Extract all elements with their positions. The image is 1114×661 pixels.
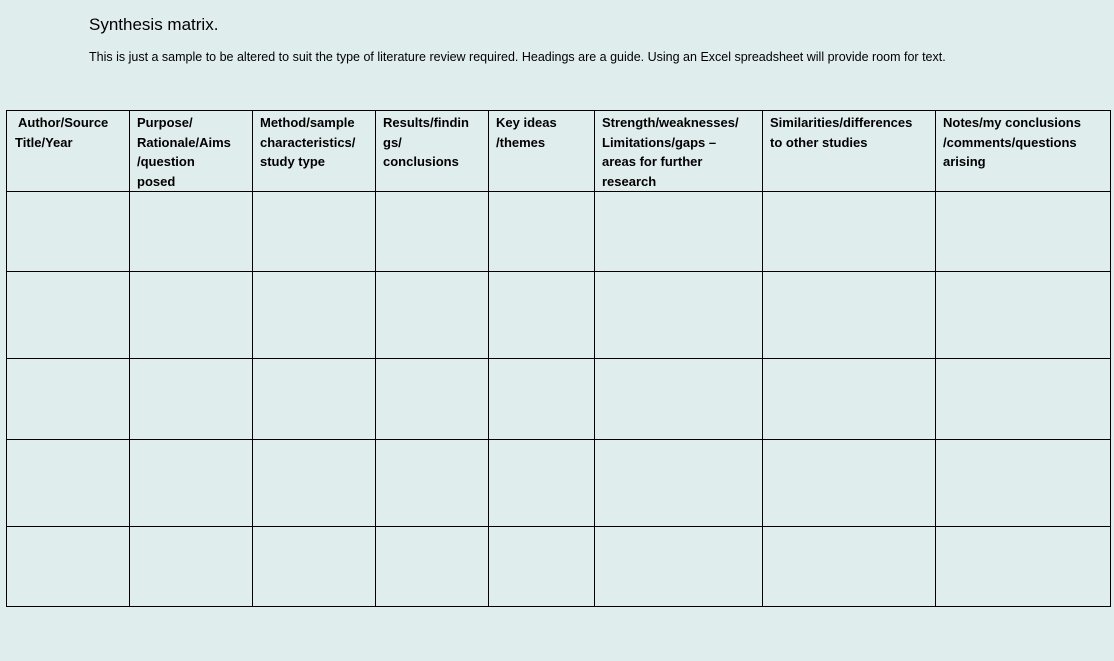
header-notes: Notes/my conclusions /comments/questions arising — [936, 111, 1111, 192]
table-row — [7, 359, 1111, 440]
table-cell[interactable] — [376, 359, 489, 440]
table-cell[interactable] — [130, 440, 253, 527]
table-cell[interactable] — [130, 359, 253, 440]
table-cell[interactable] — [936, 192, 1111, 272]
table-cell[interactable] — [130, 192, 253, 272]
table-cell[interactable] — [595, 359, 763, 440]
table-row — [7, 192, 1111, 272]
table-cell[interactable] — [936, 272, 1111, 359]
table-row — [7, 527, 1111, 607]
header-similarities: Similarities/differences to other studies — [763, 111, 936, 192]
header-method: Method/sample characteristics/ study type — [253, 111, 376, 192]
table-cell[interactable] — [130, 527, 253, 607]
table-cell[interactable] — [7, 272, 130, 359]
table-cell[interactable] — [595, 192, 763, 272]
table-cell[interactable] — [595, 527, 763, 607]
table-cell[interactable] — [489, 272, 595, 359]
table-cell[interactable] — [763, 359, 936, 440]
table-cell[interactable] — [376, 440, 489, 527]
header-strengths: Strength/weaknesses/ Limitations/gaps – areas for further research — [595, 111, 763, 192]
header-results: Results/findin gs/ conclusions — [376, 111, 489, 192]
table-cell[interactable] — [936, 359, 1111, 440]
table-cell[interactable] — [489, 440, 595, 527]
table-cell[interactable] — [376, 192, 489, 272]
table-cell[interactable] — [489, 192, 595, 272]
table-cell[interactable] — [763, 192, 936, 272]
table-cell[interactable] — [936, 440, 1111, 527]
table-cell[interactable] — [7, 527, 130, 607]
table-cell[interactable] — [253, 272, 376, 359]
table-cell[interactable] — [7, 440, 130, 527]
table-cell[interactable] — [595, 272, 763, 359]
header-key-ideas: Key ideas /themes — [489, 111, 595, 192]
table-cell[interactable] — [936, 527, 1111, 607]
synthesis-matrix-table — [6, 110, 1111, 607]
table-cell[interactable] — [763, 527, 936, 607]
table-cell[interactable] — [763, 272, 936, 359]
table-cell[interactable] — [253, 527, 376, 607]
table-cell[interactable] — [253, 440, 376, 527]
table-cell[interactable] — [489, 359, 595, 440]
table-row — [7, 272, 1111, 359]
table-cell[interactable] — [7, 192, 130, 272]
table-cell[interactable] — [489, 527, 595, 607]
table-header-row — [7, 111, 1111, 192]
table-cell[interactable] — [7, 359, 130, 440]
document-note: This is just a sample to be altered to suit the type of literature review required. Headings are a guide. Using an Excel spreadsheet will provide room for text. — [89, 50, 946, 64]
table-cell[interactable] — [253, 192, 376, 272]
table-row — [7, 440, 1111, 527]
table-cell[interactable] — [376, 527, 489, 607]
table-cell[interactable] — [763, 440, 936, 527]
table-cell[interactable] — [130, 272, 253, 359]
table-cell[interactable] — [595, 440, 763, 527]
document-title: Synthesis matrix. — [89, 15, 219, 34]
table-cell[interactable] — [376, 272, 489, 359]
table-cell[interactable] — [253, 359, 376, 440]
header-purpose: Purpose/ Rationale/Aims /question posed — [130, 111, 253, 192]
header-author-source: Author/Source Title/Year — [7, 111, 130, 192]
